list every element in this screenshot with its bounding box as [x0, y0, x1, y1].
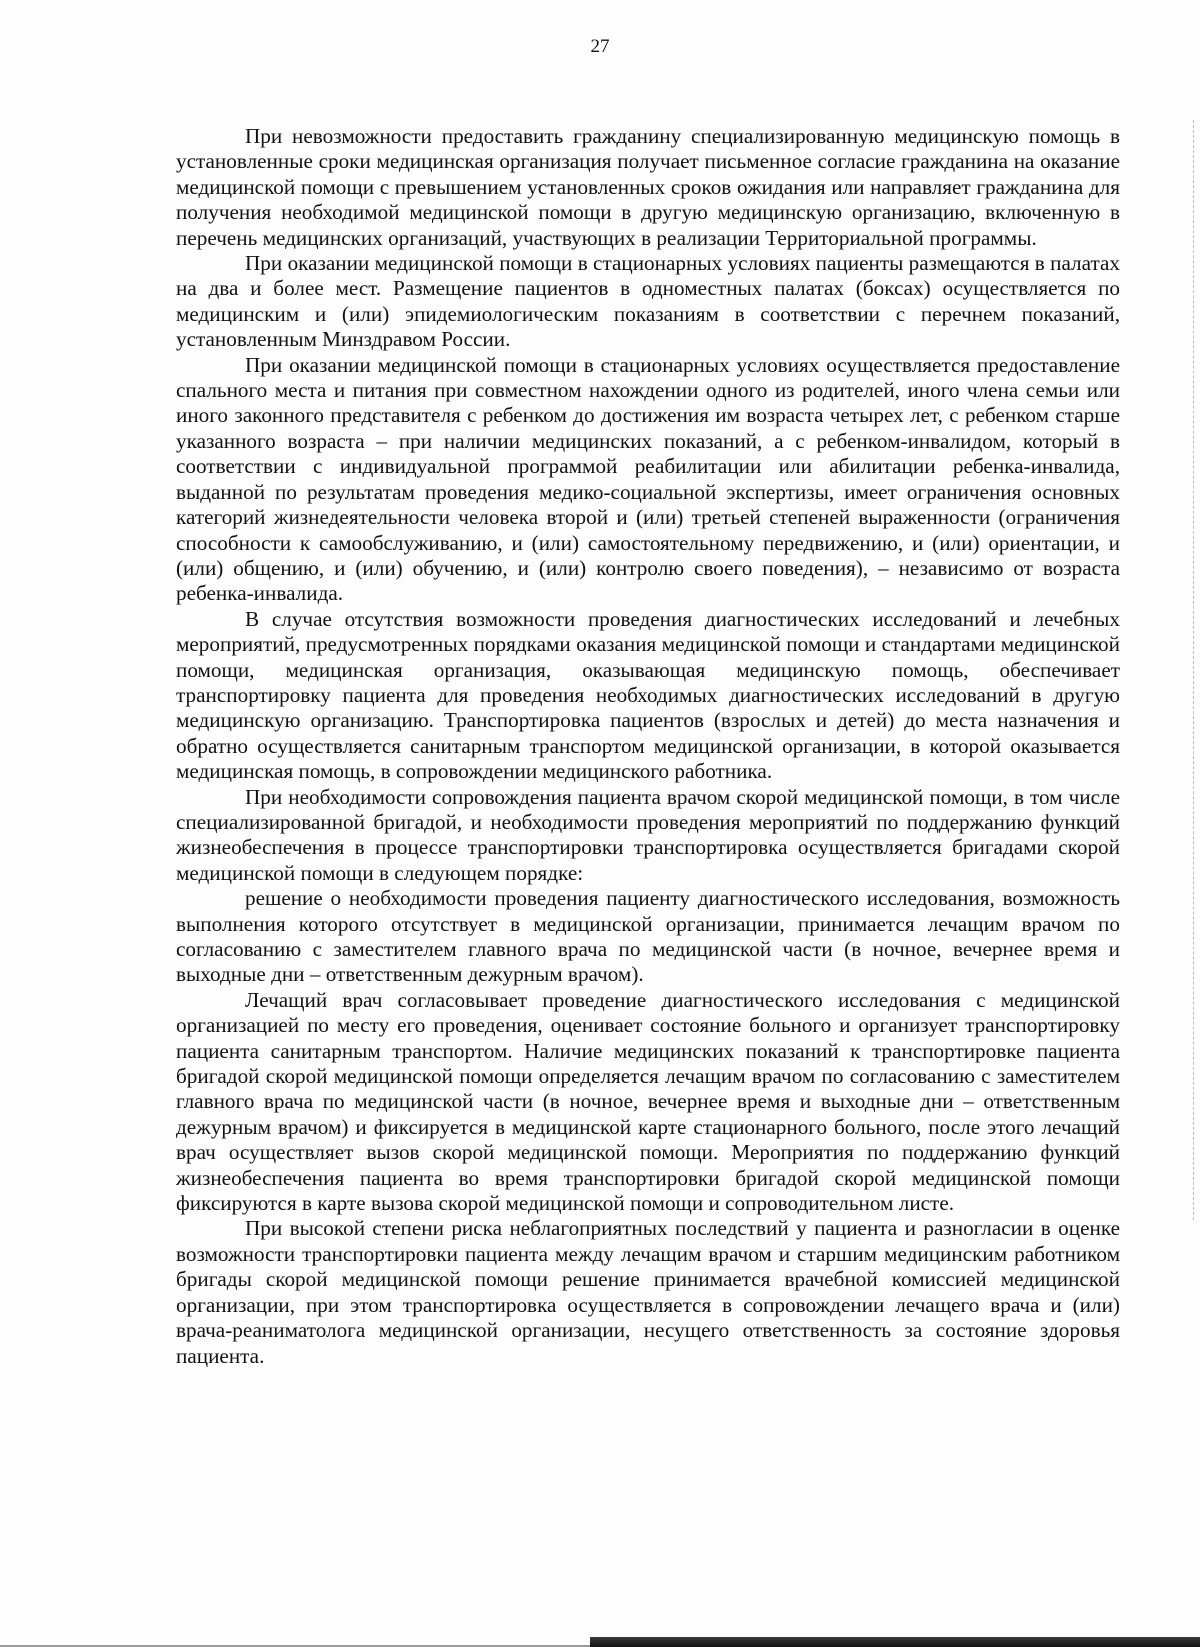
- paragraph: При оказании медицинской помощи в стационарных условиях осуществляется предоставление спального места и питания при совместном нахождении одного из родителей, иного члена семьи или иного законного представителя с ребенком до достижения им возраста четырех лет, с ребенком старше указанного возраста – при наличии медицинских показаний, а с ребенком-инвалидом, который в соответствии с индивидуальной программой реабилитации или абилитации ребенка-инвалида, выданной по результатам проведения медико-социальной экспертизы, имеет ограничения основных категорий жизнедеятельности человека второй и (или) третьей степеней выраженности (ограничения способности к самообслуживанию, и (или) самостоятельному передвижению, и (или) ориентации, и (или) общению, и (или) обучению, и (или) контролю своего поведения), – независимо от возраста ребенка-инвалида.: [176, 352, 1120, 606]
- document-body: [176, 124, 1120, 1369]
- paragraph: Лечащий врач согласовывает проведение диагностического исследования с медицинской организацией по месту его проведения, оценивает состояние больного и организует транспортировку пациента санитарным транспортом. Наличие медицинских показаний к транспортировке пациента бригадой скорой медицинской помощи определяется лечащим врачом по согласованию с заместителем главного врача по медицинской части (в ночное, вечернее время и выходные дни – ответственным дежурным врачом) и фиксируется в медицинской карте стационарного больного, после этого лечащий врач осуществляет вызов скорой медицинской помощи. Мероприятия по поддержанию функций жизнеобеспечения пациента во время транспортировки бригадой скорой медицинской помощи фиксируются в карте вызова скорой медицинской помощи и сопроводительном листе.: [176, 987, 1120, 1216]
- paragraph: В случае отсутствия возможности проведения диагностических исследований и лечебных мероприятий, предусмотренных порядками оказания медицинской помощи и стандартами медицинской помощи, медицинская организация, оказывающая медицинскую помощь, обеспечивает транспортировку пациента для проведения необходимых диагностических исследований в другую медицинскую организацию. Транспортировка пациентов (взрослых и детей) до места назначения и обратно осуществляется санитарным транспортом медицинской организации, в которой оказывается медицинская помощь, в сопровождении медицинского работника.: [176, 606, 1120, 784]
- paragraph: При высокой степени риска неблагоприятных последствий у пациента и разногласии в оценке возможности транспортировки пациента между лечащим врачом и старшим медицинским работником бригады скорой медицинской помощи решение принимается врачебной комиссией медицинской организации, при этом транспортировка осуществляется в сопровождении лечащего врача и (или) врача-реаниматолога медицинской организации, несущего ответственность за состояние здоровья пациента.: [176, 1216, 1120, 1368]
- paragraph: При невозможности предоставить гражданину специализированную медицинскую помощь в установленные сроки медицинская организация получает письменное согласие гражданина на оказание медицинской помощи с превышением установленных сроков ожидания или направляет гражданина для получения необходимой медицинской помощи в другую медицинскую организацию, включенную в перечень медицинских организаций, участвующих в реализации Территориальной программы.: [176, 124, 1120, 250]
- paragraph: решение о необходимости проведения пациенту диагностического исследования, возможность выполнения которого отсутствует в медицинской организации, принимается лечащим врачом по согласованию с заместителем главного врача по медицинской части (в ночное, вечернее время и выходные дни – ответственным дежурным врачом).: [176, 886, 1120, 987]
- paragraph: При необходимости сопровождения пациента врачом скорой медицинской помощи, в том числе специализированной бригадой, и необходимости проведения мероприятий по поддержанию функций жизнеобеспечения в процессе транспортировки транспортировка осуществляется бригадами скорой медицинской помощи в следующем порядке:: [176, 784, 1120, 885]
- paragraph: При оказании медицинской помощи в стационарных условиях пациенты размещаются в палатах на два и более мест. Размещение пациентов в одноместных палатах (боксах) осуществляется по медицинским и (или) эпидемиологическим показаниям в соответствии с перечнем показаний, установленным Минздравом России.: [176, 251, 1120, 352]
- page-number: 27: [590, 36, 610, 57]
- scan-edge-right: [1192, 120, 1194, 1220]
- scan-edge-bottom-dark: [590, 1637, 1200, 1647]
